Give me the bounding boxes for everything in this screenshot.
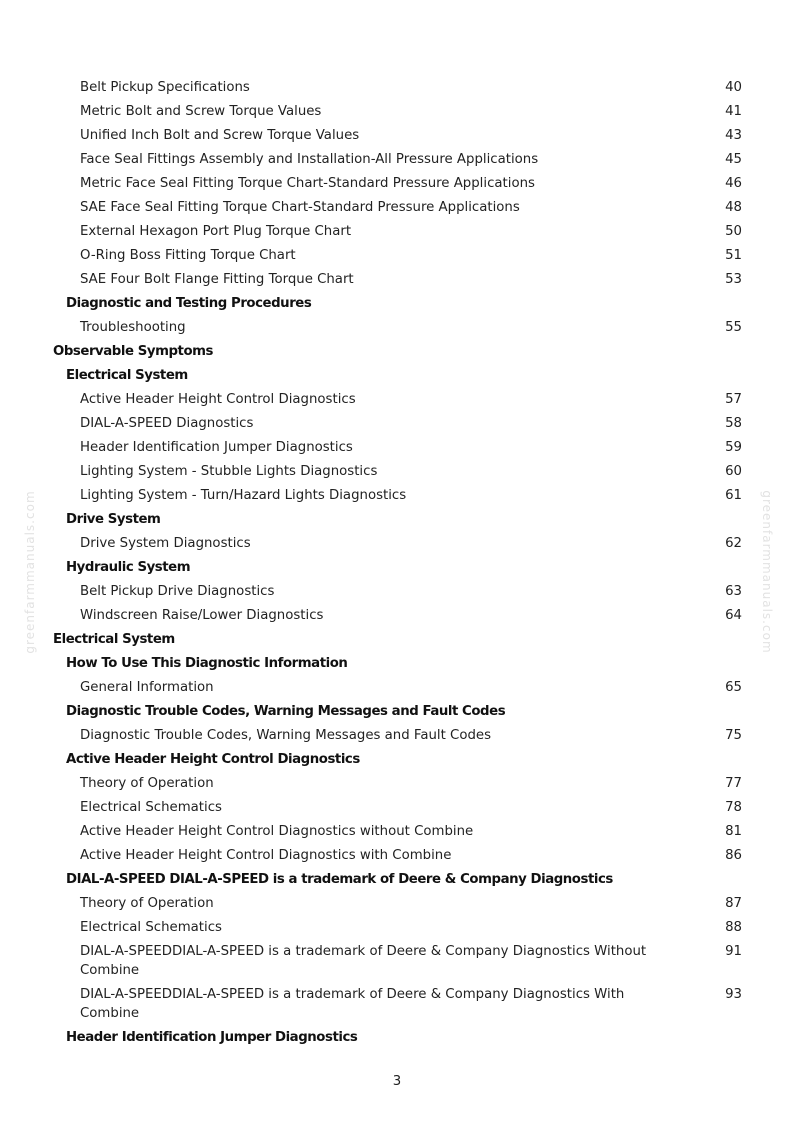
toc-entry-title: Metric Bolt and Screw Torque Values: [80, 104, 322, 119]
toc-entry-title: Active Header Height Control Diagnostics: [80, 392, 356, 407]
toc-entry-title: Diagnostic and Testing Procedures: [66, 296, 312, 311]
toc-entry[interactable]: [0, 723, 794, 747]
toc-entry-page: 43: [725, 128, 742, 143]
toc-entry[interactable]: [0, 219, 794, 243]
toc-entry-page: 88: [725, 920, 742, 935]
toc-entry-title: Active Header Height Control Diagnostics: [66, 752, 360, 767]
watermark-left: greenfarmmanuals.com: [23, 490, 37, 654]
toc-entry-page: 91: [725, 944, 742, 959]
toc-entry-title: SAE Four Bolt Flange Fitting Torque Chart: [80, 272, 354, 287]
toc-entry-title: O-Ring Boss Fitting Torque Chart: [80, 248, 296, 263]
page-number: 3: [392, 1074, 402, 1089]
toc-entry-title: Belt Pickup Specifications: [80, 80, 250, 95]
toc-entry[interactable]: [0, 147, 794, 171]
toc-entry-title: Electrical Schematics: [80, 800, 222, 815]
toc-entry[interactable]: [0, 603, 794, 627]
toc-subsection-heading[interactable]: [0, 867, 794, 891]
toc-entry-title: Electrical System: [66, 368, 188, 383]
toc-entry-page: 53: [725, 272, 742, 287]
toc-entry-title: Observable Symptoms: [53, 344, 214, 359]
toc-entry[interactable]: [0, 939, 794, 982]
toc-entry[interactable]: [0, 411, 794, 435]
toc-entry-page: 86: [725, 848, 742, 863]
toc-entry[interactable]: [0, 435, 794, 459]
toc-entry[interactable]: [0, 123, 794, 147]
toc-entry-page: 77: [725, 776, 742, 791]
toc-entry-title: External Hexagon Port Plug Torque Chart: [80, 224, 352, 239]
toc-entry-title: Lighting System - Turn/Hazard Lights Diagnostics: [80, 488, 407, 503]
watermark-right: greenfarmmanuals.com: [760, 490, 774, 654]
toc-entry[interactable]: [0, 531, 794, 555]
toc-entry-title: General Information: [80, 680, 214, 695]
toc-entry-page: 78: [725, 800, 742, 815]
toc-entry[interactable]: [0, 75, 794, 99]
toc-entry-title: Active Header Height Control Diagnostics without Combine: [80, 824, 474, 839]
toc-entry-title: Theory of Operation: [80, 776, 214, 791]
toc-entry-title: Header Identification Jumper Diagnostics: [66, 1030, 358, 1045]
toc-entry-page: 81: [725, 824, 742, 839]
toc-entry[interactable]: [0, 915, 794, 939]
toc-entry-title: Electrical Schematics: [80, 920, 222, 935]
toc-entry-title: Metric Face Seal Fitting Torque Chart-Standard Pressure Applications: [80, 176, 535, 191]
toc-entry-title: SAE Face Seal Fitting Torque Chart-Standard Pressure Applications: [80, 200, 520, 215]
toc-entry[interactable]: [0, 459, 794, 483]
toc-entry[interactable]: [0, 483, 794, 507]
toc-entry-title: How To Use This Diagnostic Information: [66, 656, 348, 671]
toc-entry-title: Windscreen Raise/Lower Diagnostics: [80, 608, 324, 623]
toc-entry-title: Face Seal Fittings Assembly and Installation-All Pressure Applications: [80, 152, 539, 167]
toc-entry-page: 64: [725, 608, 742, 623]
toc-entry-page: 51: [725, 248, 742, 263]
toc-entry-title: Electrical System: [53, 632, 175, 647]
toc-entry[interactable]: [0, 315, 794, 339]
toc-entry-title: DIAL-A-SPEEDDIAL-A-SPEED is a trademark of Deere & Company Diagnostics With Combine: [80, 987, 625, 1021]
toc-subsection-heading[interactable]: [0, 699, 794, 723]
toc-entry-page: 55: [725, 320, 742, 335]
toc-section-heading[interactable]: [0, 627, 794, 651]
toc-entry[interactable]: [0, 243, 794, 267]
toc-entry-title: DIAL-A-SPEED Diagnostics: [80, 416, 254, 431]
toc-entry-title: Unified Inch Bolt and Screw Torque Values: [80, 128, 360, 143]
toc-subsection-heading[interactable]: [0, 363, 794, 387]
toc-entry[interactable]: [0, 99, 794, 123]
toc-entry-page: 62: [725, 536, 742, 551]
toc-subsection-heading[interactable]: [0, 747, 794, 771]
toc-entry-title: Belt Pickup Drive Diagnostics: [80, 584, 275, 599]
toc-entry-page: 40: [725, 80, 742, 95]
toc-entry-title: Hydraulic System: [66, 560, 191, 575]
toc-entry-page: 50: [725, 224, 742, 239]
toc-entry[interactable]: [0, 267, 794, 291]
toc-entry-page: 45: [725, 152, 742, 167]
toc-entry-page: 60: [725, 464, 742, 479]
toc-entry[interactable]: [0, 195, 794, 219]
toc-subsection-heading[interactable]: [0, 1025, 794, 1049]
toc-entry-title: Diagnostic Trouble Codes, Warning Messages and Fault Codes: [80, 728, 492, 743]
toc-entry-title: Drive System: [66, 512, 161, 527]
toc-subsection-heading[interactable]: [0, 291, 794, 315]
toc-entry-page: 65: [725, 680, 742, 695]
toc-section-heading[interactable]: [0, 339, 794, 363]
toc-entry-page: 87: [725, 896, 742, 911]
toc-entry-title: DIAL-A-SPEED DIAL-A-SPEED is a trademark of Deere & Company Diagnostics: [66, 872, 613, 887]
toc-entry[interactable]: [0, 982, 794, 1025]
toc-entry-title: Header Identification Jumper Diagnostics: [80, 440, 353, 455]
toc-entry-page: 48: [725, 200, 742, 215]
toc-entry[interactable]: [0, 819, 794, 843]
toc-entry[interactable]: [0, 891, 794, 915]
toc-entry-title: Troubleshooting: [80, 320, 186, 335]
toc-entry-page: 46: [725, 176, 742, 191]
toc-entry[interactable]: [0, 771, 794, 795]
toc-entry-title: Drive System Diagnostics: [80, 536, 251, 551]
toc-entry-page: 58: [725, 416, 742, 431]
toc-entry-title: Lighting System - Stubble Lights Diagnostics: [80, 464, 378, 479]
toc-subsection-heading[interactable]: [0, 555, 794, 579]
toc-entry[interactable]: [0, 795, 794, 819]
toc-entry-page: 75: [725, 728, 742, 743]
toc-entry-page: 57: [725, 392, 742, 407]
toc-subsection-heading[interactable]: [0, 651, 794, 675]
table-of-contents: [0, 75, 794, 1049]
toc-subsection-heading[interactable]: [0, 507, 794, 531]
toc-entry[interactable]: [0, 171, 794, 195]
toc-entry-page: 93: [725, 987, 742, 1002]
toc-entry[interactable]: [0, 579, 794, 603]
toc-entry[interactable]: [0, 675, 794, 699]
toc-entry-page: 41: [725, 104, 742, 119]
toc-entry[interactable]: [0, 387, 794, 411]
toc-entry-title: Diagnostic Trouble Codes, Warning Messages and Fault Codes: [66, 704, 506, 719]
toc-entry[interactable]: [0, 843, 794, 867]
toc-entry-page: 61: [725, 488, 742, 503]
toc-entry-title: DIAL-A-SPEEDDIAL-A-SPEED is a trademark of Deere & Company Diagnostics Without Combine: [80, 944, 647, 978]
toc-entry-page: 59: [725, 440, 742, 455]
toc-entry-title: Theory of Operation: [80, 896, 214, 911]
toc-entry-title: Active Header Height Control Diagnostics with Combine: [80, 848, 452, 863]
toc-entry-page: 63: [725, 584, 742, 599]
